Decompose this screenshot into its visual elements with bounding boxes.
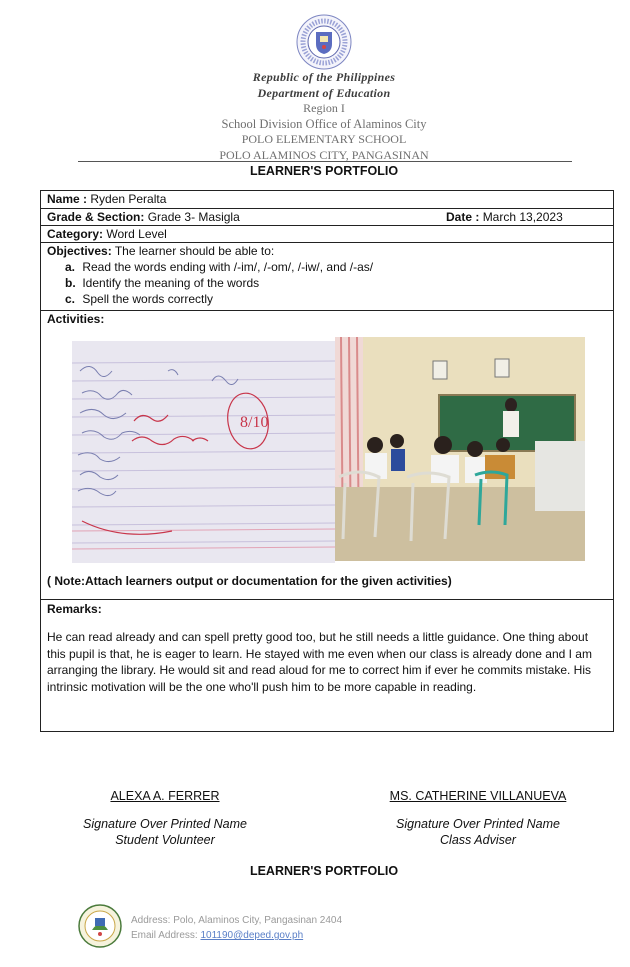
signature-caption: Signature Over Printed Name [396, 817, 560, 831]
objectives-intro: The learner should be able to: [114, 244, 275, 258]
school-line: POLO ELEMENTARY SCHOOL [241, 132, 407, 146]
date-label: Date : [446, 210, 480, 224]
objectives-list [47, 259, 613, 307]
footer-title: LEARNER'S PORTFOLIO [249, 864, 399, 878]
worksheet-photo [72, 341, 335, 563]
score-mark: 8/10 [240, 414, 269, 431]
signature-volunteer [70, 788, 260, 848]
category-row [41, 226, 613, 243]
email-label: Email Address: [131, 930, 198, 941]
activities-label: Activities: [47, 312, 105, 326]
grade-value: Grade 3- Masigla [147, 210, 240, 224]
objective-item: c. Spell the words correctly [65, 292, 214, 306]
address-line: POLO ALAMINOS CITY, PANGASINAN [219, 147, 429, 162]
name-value: Ryden Peralta [90, 192, 167, 206]
page-title: LEARNER'S PORTFOLIO [249, 164, 399, 178]
signer-name: MS. CATHERINE VILLANUEVA [389, 789, 567, 803]
name-label: Name : [47, 192, 88, 206]
footer-address: Address: Polo, Alaminos City, Pangasinan 2404 [131, 915, 343, 926]
grade-label: Grade & Section: [47, 210, 145, 224]
objective-item: a. Read the words ending with /-im/, /-om/, /-iw/, and /-as/ [65, 260, 374, 274]
remarks-spacer [41, 619, 613, 620]
email-link[interactable]: 101190@deped.gov.ph [200, 930, 304, 941]
signature-adviser [370, 788, 586, 848]
division-line: School Division Office of Alaminos City [221, 116, 427, 131]
deped-seal-logo [296, 14, 352, 70]
footer-email-line [131, 928, 342, 943]
school-seal-logo [78, 904, 122, 948]
name-row [41, 191, 613, 209]
letterhead-divider [78, 161, 572, 162]
signer-name: ALEXA A. FERRER [110, 789, 220, 803]
attachment-note: ( Note:Attach learners output or documentation for the given activities) [47, 574, 452, 588]
portfolio-form [40, 190, 614, 732]
note-divider [41, 599, 613, 600]
objective-item: b. Identify the meaning of the words [65, 276, 260, 290]
letterhead [0, 70, 630, 163]
activities-row [41, 311, 613, 331]
remarks-text: He can read already and can spell pretty good too, but he still needs a little guidance. One thing about this pupil is that, he is eager to learn. He stayed with me even when our class is already done and I am arranging the library. He would sit and read aloud for me to correct him if ever he commits mistake. His intrinsic motivation will be the one who'll push him to be more capable in reading. [47, 630, 592, 694]
signer-role: Student Volunteer [115, 833, 215, 847]
objectives-label: Objectives: [47, 244, 112, 258]
classroom-photo [335, 337, 585, 561]
date-cell [446, 209, 563, 225]
signature-caption: Signature Over Printed Name [83, 817, 247, 831]
category-value: Word Level [106, 227, 167, 241]
date-value: March 13,2023 [482, 210, 563, 224]
republic-line: Republic of the Philippines [252, 70, 396, 84]
remarks-label: Remarks: [47, 602, 102, 616]
objectives-row [41, 243, 613, 311]
category-label: Category: [47, 227, 104, 241]
region-line: Region I [303, 101, 345, 115]
signer-role: Class Adviser [440, 833, 516, 847]
department-line: Department of Education [257, 85, 391, 100]
footer-contact [131, 913, 342, 943]
grade-row [41, 209, 613, 226]
